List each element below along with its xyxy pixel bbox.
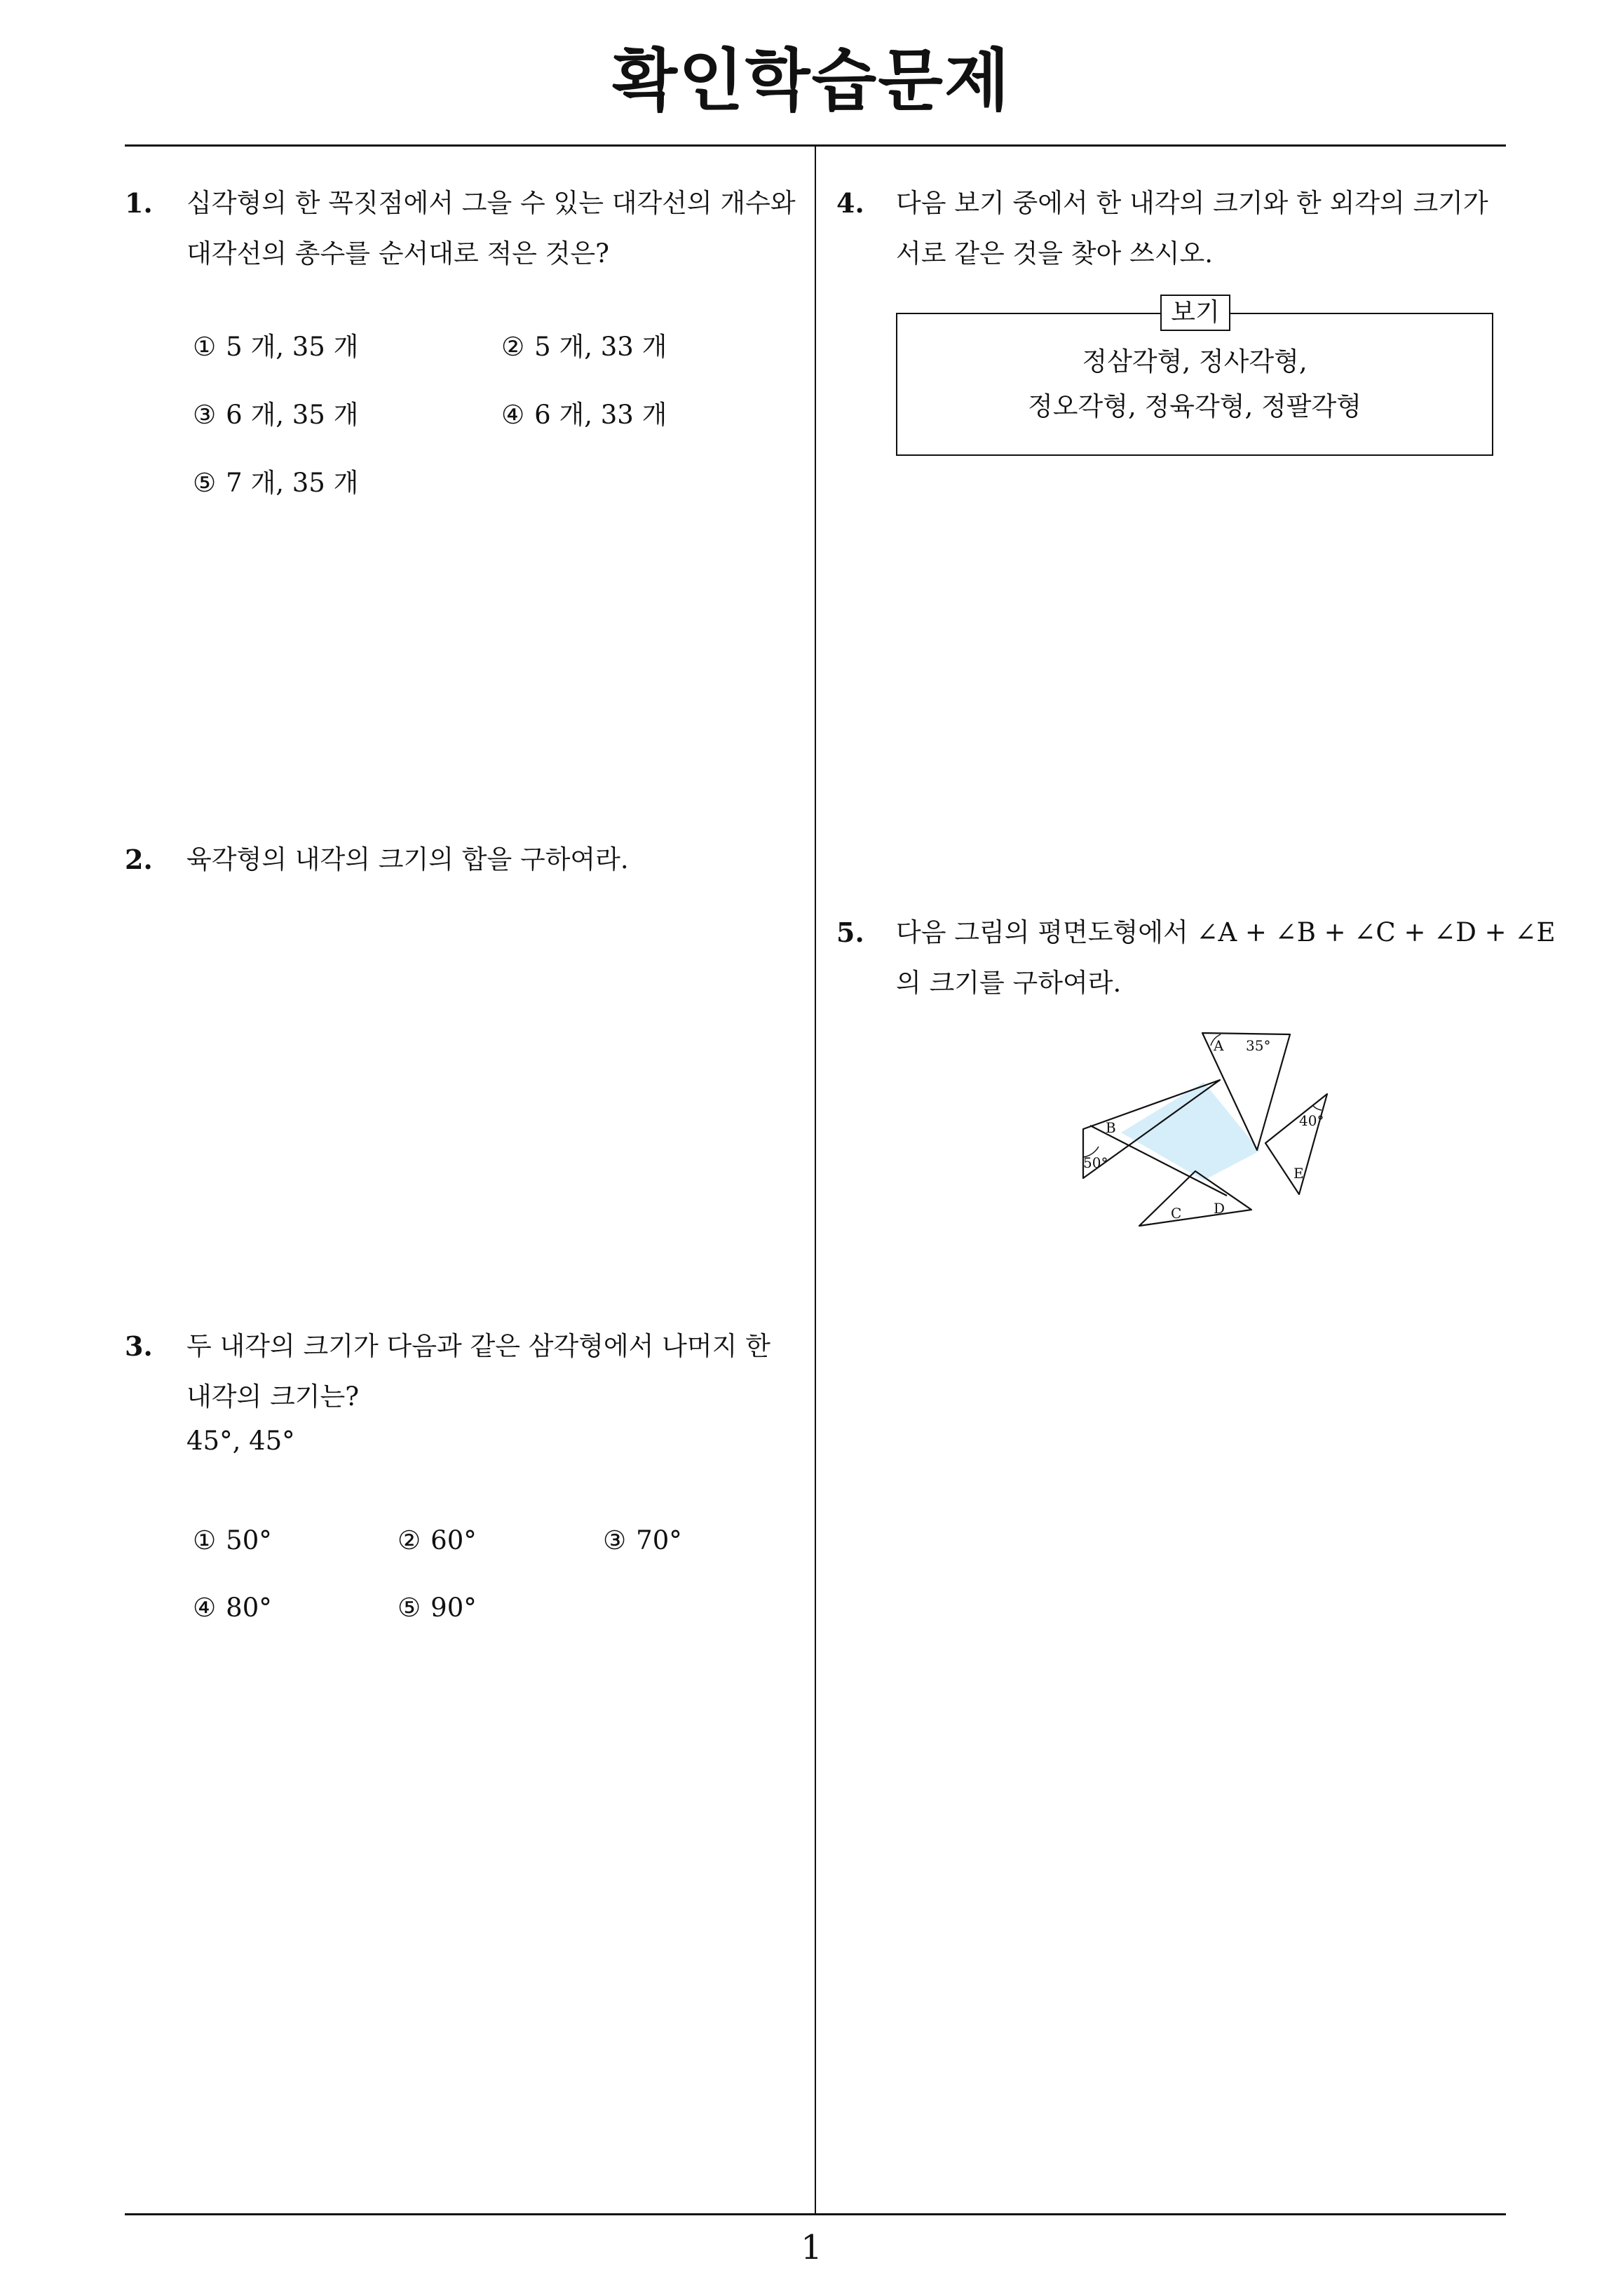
choice-mark: ② bbox=[398, 1525, 421, 1555]
choice-3[interactable] bbox=[193, 398, 358, 433]
question-line: 두 내각의 크기가 다음과 같은 삼각형에서 나머지 한 bbox=[186, 1331, 770, 1361]
choice-mark: ④ bbox=[193, 1593, 217, 1623]
bogi-line: 정오각형, 정육각형, 정팔각형 bbox=[1028, 391, 1361, 421]
question-number: 4. bbox=[836, 187, 864, 219]
choice-text: 80° bbox=[226, 1593, 272, 1623]
question-number: 5. bbox=[836, 917, 864, 948]
label-a: A bbox=[1214, 1037, 1224, 1054]
given-angles: 45°, 45° bbox=[186, 1426, 295, 1456]
question-number: 3. bbox=[125, 1330, 153, 1362]
choice-mark: ② bbox=[501, 332, 525, 362]
bogi-box bbox=[896, 313, 1493, 456]
question-line: 서로 같은 것을 찾아 쓰시오. bbox=[896, 238, 1213, 269]
shaded-quadrilateral bbox=[1121, 1082, 1260, 1180]
bogi-line: 정삼각형, 정사각형, bbox=[1082, 346, 1308, 377]
question-line: 십각형의 한 꼭짓점에서 그을 수 있는 대각선의 개수와 bbox=[186, 188, 796, 218]
question-text bbox=[896, 178, 1488, 279]
choice-1[interactable] bbox=[193, 330, 358, 365]
label-c: C bbox=[1171, 1205, 1182, 1222]
choice-text: 6 개, 35 개 bbox=[226, 400, 359, 430]
question-line: 육각형의 내각의 크기의 합을 구하여라. bbox=[186, 844, 629, 874]
choice-text: 7 개, 35 개 bbox=[226, 468, 359, 498]
choice-text: 90° bbox=[430, 1593, 477, 1623]
choice-text: 60° bbox=[430, 1525, 477, 1555]
question-line: 대각선의 총수를 순서대로 적은 것은? bbox=[186, 238, 610, 269]
choice-5[interactable] bbox=[398, 1591, 477, 1626]
bottom-rule bbox=[125, 2213, 1506, 2215]
choice-text: 6 개, 33 개 bbox=[534, 400, 667, 430]
choice-mark: ③ bbox=[193, 400, 217, 430]
choice-mark: ① bbox=[193, 1525, 217, 1555]
label-angle-a: 35° bbox=[1246, 1037, 1271, 1054]
choice-4[interactable] bbox=[501, 398, 667, 433]
choice-mark: ⑤ bbox=[398, 1593, 421, 1623]
label-angle-b: 50° bbox=[1083, 1154, 1108, 1171]
question-line: 내각의 크기는? bbox=[186, 1382, 360, 1412]
choice-3[interactable] bbox=[603, 1523, 682, 1558]
question-number: 2. bbox=[125, 844, 153, 875]
column-divider bbox=[815, 144, 816, 2215]
choice-1[interactable] bbox=[193, 1523, 272, 1558]
question-text bbox=[186, 1321, 770, 1422]
question-line: 다음 그림의 평면도형에서 ∠A + ∠B + ∠C + ∠D + ∠E bbox=[896, 917, 1556, 947]
choice-2[interactable] bbox=[501, 330, 667, 365]
angle-arc-e bbox=[1313, 1106, 1322, 1110]
question-number: 1. bbox=[125, 187, 153, 219]
choice-4[interactable] bbox=[193, 1591, 272, 1626]
page-number: 1 bbox=[801, 2228, 822, 2267]
question-line: 다음 보기 중에서 한 내각의 크기와 한 외각의 크기가 bbox=[896, 188, 1488, 218]
question-text bbox=[896, 907, 1555, 1008]
label-b: B bbox=[1106, 1119, 1116, 1136]
label-angle-e: 40° bbox=[1299, 1112, 1324, 1129]
choice-2[interactable] bbox=[398, 1523, 477, 1558]
label-e: E bbox=[1293, 1165, 1304, 1182]
label-d: D bbox=[1214, 1200, 1225, 1217]
question-line: 의 크기를 구하여라. bbox=[896, 968, 1122, 998]
choice-mark: ⑤ bbox=[193, 468, 217, 498]
choice-5[interactable] bbox=[193, 466, 358, 501]
star-figure bbox=[1076, 1027, 1336, 1231]
choice-mark: ④ bbox=[501, 400, 525, 430]
question-text bbox=[186, 835, 629, 885]
choice-text: 50° bbox=[226, 1525, 272, 1555]
choice-text: 70° bbox=[636, 1525, 682, 1555]
choice-mark: ③ bbox=[603, 1525, 627, 1555]
bogi-label: 보기 bbox=[1160, 295, 1230, 331]
choice-mark: ① bbox=[193, 332, 217, 362]
choice-text: 5 개, 33 개 bbox=[534, 332, 667, 362]
page-title: 확인학습문제 bbox=[612, 41, 1011, 120]
choice-text: 5 개, 35 개 bbox=[226, 332, 359, 362]
question-text bbox=[186, 178, 796, 279]
